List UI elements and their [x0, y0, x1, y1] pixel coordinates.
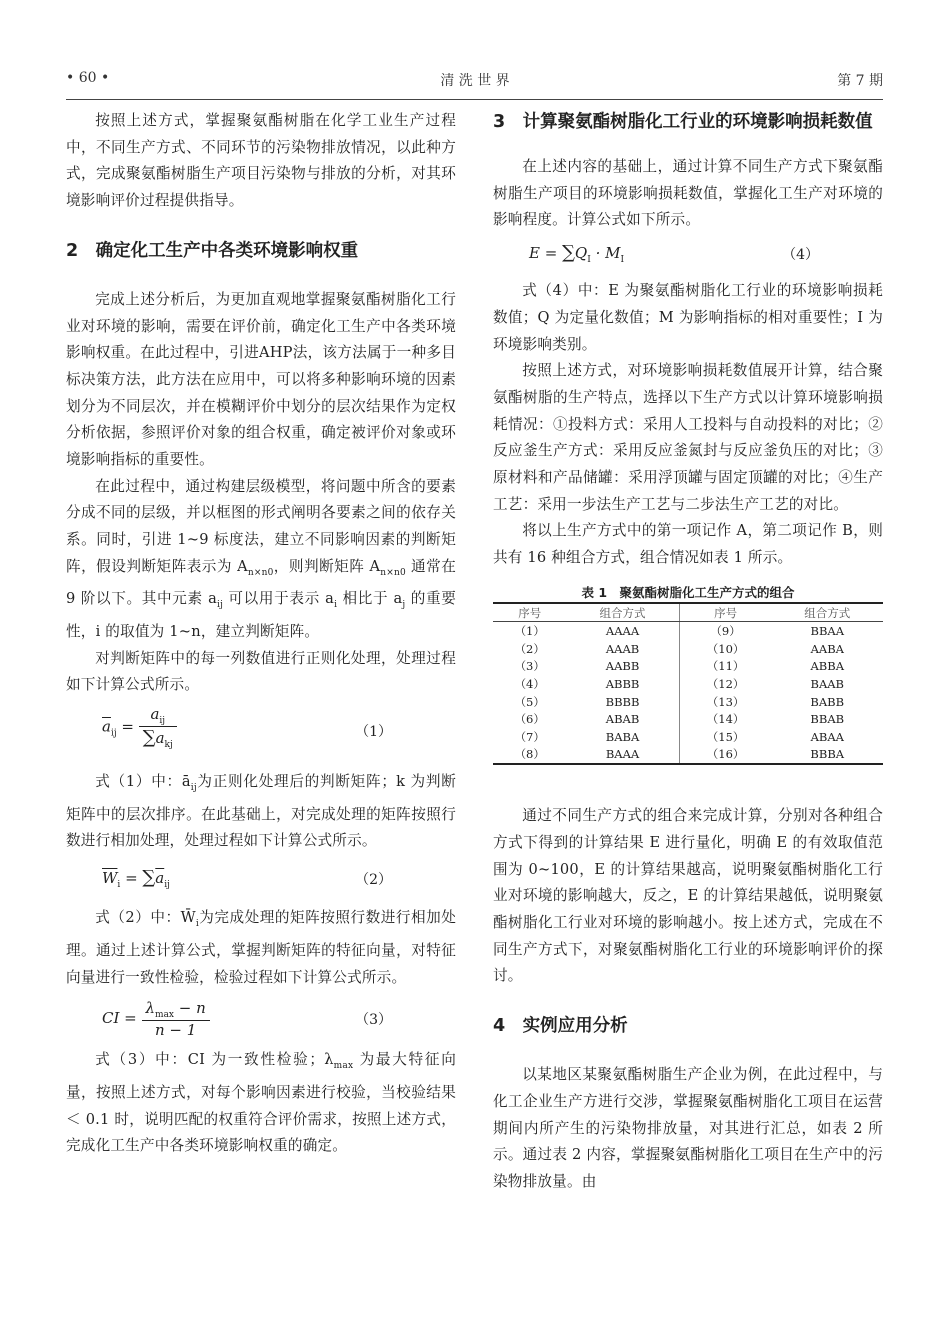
right-column [493, 108, 883, 1196]
column-header: 组合方式 [566, 603, 679, 622]
paragraph: 完成上述分析后，为更加直观地掌握聚氨酯树脂化工行业对环境的影响，需要在评价前，确定化工生产中各类环境影响权重。在此过程中，引进AHP法，该方法属于一种多目标决策方法，此方法在应用中，可以将多种影响环境的因素划分为不同层次，并在模糊评价中划分的层次结果作为定权分析依据，参照评价对象的组合权重，确定被评价对象或环境影响指标的重要性。 [66, 290, 456, 469]
section-heading-4: 4 实例应用分析 [493, 1016, 628, 1037]
table-row: （8） BAAA （16） BBBA [493, 746, 883, 765]
paragraph: 式（1）中：$ā_{ij}$为正则化处理后的判断矩阵；k 为判断矩阵中的层次排序。在此基础上，对完成处理的矩阵按照行数进行相加处理，处理过程如下计算公式所示。 [66, 773, 456, 850]
table-row: （3） AABB （11） ABBA [514, 659, 845, 674]
formula-3: CI = $\frac{\lambda_{max} - n}{n - 1}$ （3） [102, 999, 392, 1040]
table-row: （5） BBBB （13） BABB [514, 694, 845, 709]
table-row: （4） ABBB （12） BAAB [514, 677, 845, 692]
combination-table [493, 602, 883, 765]
paragraph: 式（4）中：E 为聚氨酯树脂化工行业的环境影响损耗数值；Q 为定量化数值；M 为影响指标的相对重要性；I 为环境影响类别。 [493, 282, 883, 353]
issue-label: 第 7 期 [837, 73, 883, 89]
journal-title: 清 洗 世 界 [440, 73, 510, 89]
table-row: （6） ABAB （14） BBAB [514, 712, 845, 727]
formula-number: （2） [355, 872, 392, 889]
paragraph: 在此过程中，通过构建层级模型，将问题中所含的要素分成不同的层级，并以框图的形式阐明各要素之间的依存关系。同时，引进 1~9 标度法，建立不同影响因素的判断矩阵，假设判断矩阵表示为 $A_{n\times n0}$，则判断矩阵 $A_{n\times n0}$ 通常在 9 阶以下。其中元素 $a_{ij}$ 可以用于表示 $a_i$ 相比于 $a_j$ 的重要性，i 的取值为 1~n，建立判断矩阵。 [66, 477, 456, 641]
paragraph: 通过不同生产方式的组合来完成计算，分别对各种组合方式下得到的计算结果 E 进行量化，明确 E 的有效取值范围为 0~100，E 的计算结果越高，说明聚氨酯树脂化工行业对环境的影响越大，反之，E 的计算结果越低，说明聚氨酯树脂化工行业对环境的影响越小。按上述方式，完成在不同生产方式下，对聚氨酯树脂化工行业的环境影响评价的探讨。 [493, 807, 883, 985]
paragraph: 式（2）中：$W̄_i$为完成处理的矩阵按照行数进行相加处理。通过上述计算公式，掌握判断矩阵的特征向量，对特征向量进行一致性检验，检验过程如下计算公式所示。 [66, 909, 457, 986]
paragraph: 在上述内容的基础上，通过计算不同生产方式下聚氨酯树脂生产项目的环境影响损耗数值，掌握化工生产对环境的影响程度。计算公式如下所示。 [493, 158, 883, 229]
formula-1: $\overline{a}_{ij}$ = $\frac{a_{ij}}{\sum a_{kj}}$ （1） [102, 705, 392, 751]
paragraph: 以某地区某聚氨酯树脂生产企业为例，在此过程中，与化工企业生产方进行交涉，掌握聚氨酯树脂化工项目在运营期间内所产生的污染物排放量，对其进行汇总，如表 2 所示。通过表 2 内容，掌握聚氨酯树脂化工项目在生产中的污染物排放量。由 [493, 1066, 883, 1190]
table-caption: 表 1 聚氨酯树脂化工生产方式的组合 [581, 584, 795, 600]
table-row: （7） BABA （15） ABAA [514, 729, 844, 744]
paragraph: 按照上述方式，掌握聚氨酯树脂在化学工业生产过程中，不同生产方式、不同环节的污染物排放情况，以此种方式，完成聚氨酯树脂生产项目污染物与排放的分析，对其环境影响评价过程提供指导。 [66, 112, 456, 210]
paragraph: 将以上生产方式中的第一项记作 A，第二项记作 B，则共有 16 种组合方式，组合情况如表 1 所示。 [493, 522, 883, 567]
formula-number: （4） [782, 247, 819, 264]
formula-2: $\overline{W}_i = \sum\overline{a}_{ij}$ （2） [102, 867, 392, 891]
paragraph: 按照上述方式，对环境影响损耗数值展开计算，结合聚氨酯树脂的生产特点，选择以下生产方式以计算环境影响损耗情况：①投料方式：采用人工投料与自动投料的对比；②反应釜生产方式：采用反应釜氮封与反应釜负压的对比；③原材料和产品储罐：采用浮顶罐与固定顶罐的对比；④生产工艺：采用一步法生产工艺与二步法生产工艺的对比。 [493, 362, 883, 513]
page-number: • 60 • [66, 70, 110, 86]
section-heading-3: 3 计算聚氨酯树脂化工行业的环境影响损耗数值 [493, 112, 873, 132]
left-column [66, 108, 456, 1160]
paragraph: 式（3）中：CI 为一致性检验；$\lambda_{max}$ 为最大特征向量，按照上述方式，对每个影响因素进行校验，当校验结果＜ 0.1 时，说明匹配的权重符合评价需求，按照上述方式，完成化工生产中各类环境影响权重的确定。 [66, 1051, 456, 1155]
paragraph: 对判断矩阵中的每一列数值进行正则化处理，处理过程如下计算公式所示。 [66, 649, 456, 694]
table-row: （1） AAAA （9） BBAA [493, 622, 883, 640]
table-row: （2） AAAB （10） AABA [514, 641, 844, 656]
formula-number: （3） [355, 1012, 392, 1029]
formula-4: $E = \sum Q_I \cdot M_I$ （4） [529, 242, 819, 266]
formula-number: （1） [355, 724, 392, 741]
section-heading-2: 2 确定化工生产中各类环境影响权重 [66, 240, 359, 261]
column-header: 组合方式 [772, 603, 883, 622]
column-header: 序号 [679, 603, 771, 622]
column-header: 序号 [493, 603, 566, 622]
header-rule [66, 99, 883, 100]
